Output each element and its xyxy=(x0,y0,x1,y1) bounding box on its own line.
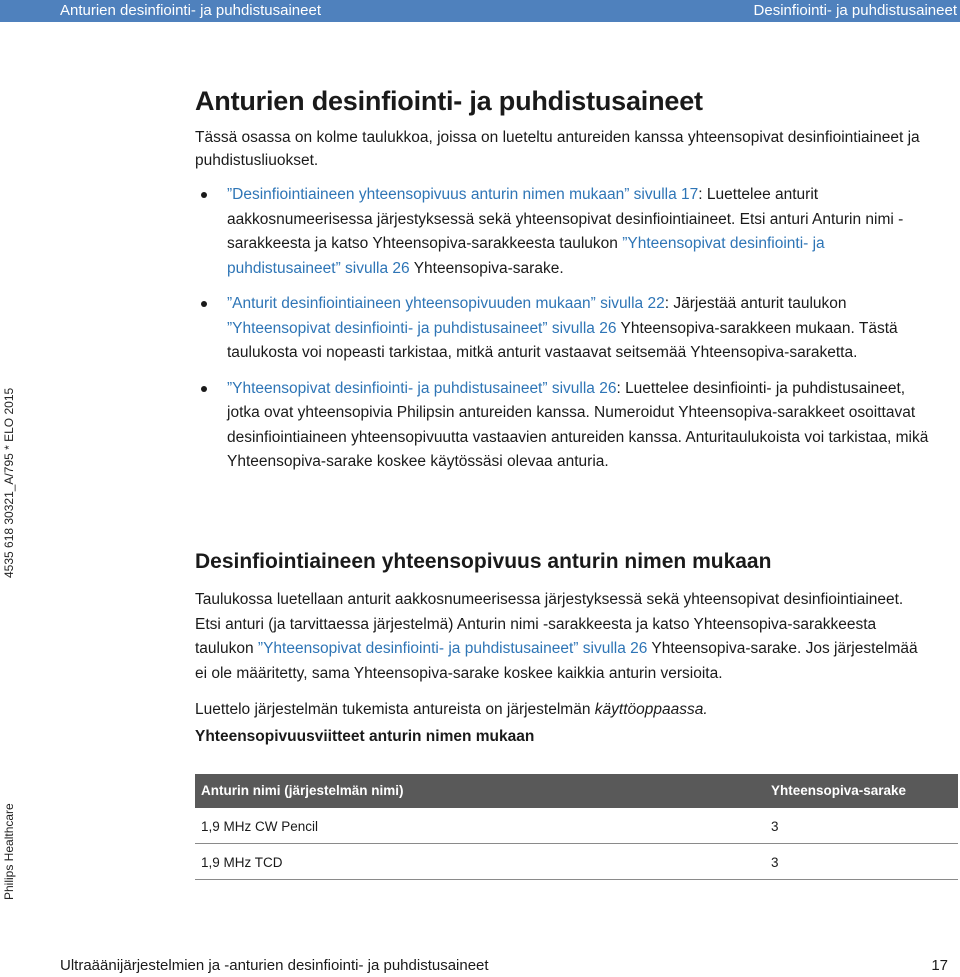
cross-ref-link[interactable]: ”Yhteensopivat desinfiointi- ja puhdistusaineet” sivulla 26 xyxy=(227,235,825,277)
list-item-text: : Luettelee anturit aakkosnumeerisessa järjestyksessä sekä yhteensopivat desinfiointiaineet. Etsi anturi Anturin nimi -sarakkeesta ja katso Yhteensopiva-sarakkeesta taulukon xyxy=(227,186,904,252)
list-item-text: : Luettelee desinfiointi- ja puhdistusaineet, jotka ovat yhteensopivia Philipsin antureiden kanssa. Numeroidut Yhteensopiva-sarakkeet osoittavat desinfiointiaineen yhteensopivuutta vastaavien antureiden kanssa. Anturitaulukoista voi tarkistaa, mikä Yhteensopiva-sarake koskee käytössäsi olevaa anturia. xyxy=(227,379,929,470)
page-title: Anturien desinfiointi- ja puhdistusaineet xyxy=(195,86,703,116)
bullet-dot-icon xyxy=(201,301,207,307)
section-paragraph xyxy=(195,588,930,686)
column-header-compat: Yhteensopiva-sarake xyxy=(771,783,907,798)
list-item-text: Yhteensopiva-sarakkeen mukaan. Tästä taulukosta voi nopeasti tarkistaa, mitkä anturit vastaavat seitsemää Yhteensopiva-saraketta. xyxy=(227,319,898,361)
column-header-name: Anturin nimi (järjestelmän nimi) xyxy=(201,783,404,798)
main-content xyxy=(195,86,930,486)
manual-reference: käyttöoppaassa. xyxy=(594,701,708,718)
list-item xyxy=(195,377,930,475)
section-paragraph-text: Yhteensopiva-sarake. Jos järjestelmää ei ole määritetty, sama Yhteensopiva-sarake koskee kaikkia anturin versioita. xyxy=(195,640,918,682)
intro-paragraph: Tässä osassa on kolme taulukkoa, joissa on lueteltu antureiden kanssa yhteensopivat desinfiointiaineet ja puhdistusliuokset. xyxy=(195,129,920,169)
cross-ref-link[interactable]: ”Yhteensopivat desinfiointi- ja puhdistusaineet” sivulla 26 xyxy=(227,379,617,397)
cross-ref-link[interactable]: ”Yhteensopivat desinfiointi- ja puhdistusaineet” sivulla 26 xyxy=(227,319,617,337)
bullet-dot-icon xyxy=(201,192,207,198)
section-title: Desinfiointiaineen yhteensopivuus anturin nimen mukaan xyxy=(195,550,772,573)
list-paragraph-text: Luettelo järjestelmän tukemista antureista on järjestelmän xyxy=(195,701,595,718)
header-left-title: Anturien desinfiointi- ja puhdistusaineet xyxy=(60,2,321,19)
bullet-dot-icon xyxy=(201,386,207,392)
table-header xyxy=(195,774,958,808)
side-brand: Philips Healthcare xyxy=(2,803,16,900)
cell-compat-column: 3 xyxy=(771,855,779,870)
cross-ref-link[interactable]: ”Desinfiointiaineen yhteensopivuus anturin nimen mukaan” sivulla 17 xyxy=(227,186,699,203)
list-item xyxy=(195,292,930,366)
cross-ref-link[interactable]: ”Yhteensopivat desinfiointi- ja puhdistusaineet” sivulla 26 xyxy=(257,640,648,657)
section-paragraph-text: Taulukossa luetellaan anturit aakkosnumeerisessa järjestyksessä sekä yhteensopivat desinfiointiaineet. Etsi anturi (ja tarvittaessa järjestelmä) Anturin nimi -sarakkeesta ja katso Yhteensopiva-sarakkeesta taulukon xyxy=(195,591,904,657)
list-item-text: : Järjestää anturit taulukon xyxy=(664,295,847,312)
list-item xyxy=(195,183,930,281)
cell-compat-column: 3 xyxy=(771,819,779,834)
table-row xyxy=(195,808,958,844)
section-content xyxy=(195,550,930,746)
table-title: Yhteensopivuusviitteet anturin nimen mukaan xyxy=(195,727,535,745)
side-doc-code: 4535 618 30321_A/795 * ELO 2015 xyxy=(2,387,16,578)
cross-ref-link[interactable]: ”Anturit desinfiointiaineen yhteensopivuuden mukaan” sivulla 22 xyxy=(227,295,665,312)
cell-probe-name: 1,9 MHz CW Pencil xyxy=(201,819,319,834)
compatibility-table xyxy=(195,774,958,880)
list-paragraph xyxy=(195,698,930,723)
table-row xyxy=(195,844,958,880)
footer-text: Ultraäänijärjestelmien ja -anturien desinfiointi- ja puhdistusaineet xyxy=(60,957,489,974)
cell-probe-name: 1,9 MHz TCD xyxy=(201,855,283,870)
header-bar xyxy=(0,0,960,22)
list-item-text: Yhteensopiva-sarake. xyxy=(409,259,564,277)
page-number: 17 xyxy=(931,957,948,974)
header-right-title: Desinfiointi- ja puhdistusaineet xyxy=(753,2,957,19)
section-list xyxy=(195,183,930,475)
